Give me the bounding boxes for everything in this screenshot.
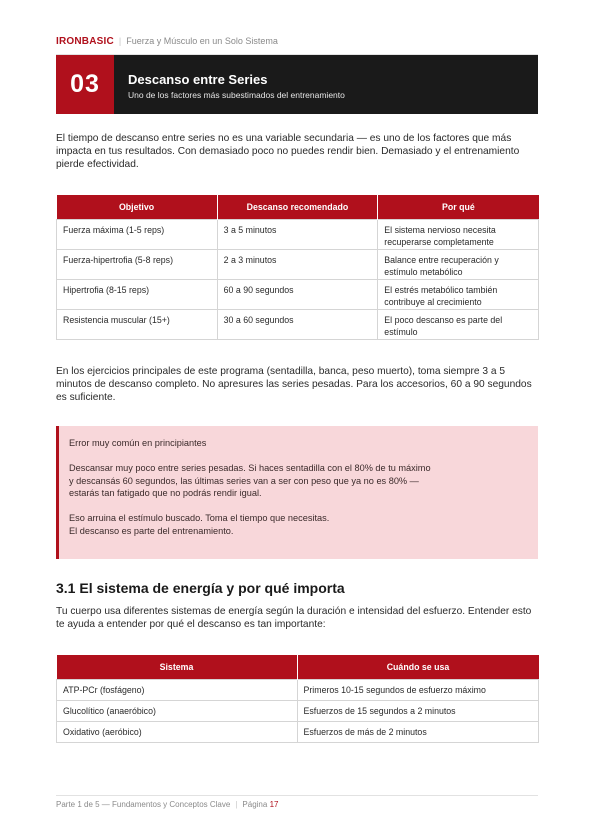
- callout-line: estarás tan fatigado que no podrás rendir igual.: [69, 488, 262, 498]
- table-cell: Primeros 10-15 segundos de esfuerzo máximo: [297, 680, 539, 701]
- subsection-heading: 3.1 El sistema de energía y por qué importa: [56, 580, 345, 596]
- callout-closing-line: El descanso es parte del entrenamiento.: [69, 525, 234, 536]
- page-header: [56, 36, 538, 55]
- table-cell: Esfuerzos de 15 segundos a 2 minutos: [297, 701, 539, 722]
- table-row: [57, 280, 539, 310]
- table-cell: Hipertrofia (8-15 reps): [57, 280, 218, 310]
- footer-page-label: Página: [242, 800, 268, 809]
- program-note-paragraph: En los ejercicios principales de este programa (sentadilla, banca, peso muerto), toma siempre 3 a 5 minutos de descanso completo. No apresures las series pesadas. Para los accesorios, 60 a 90 segundos es suficiente.: [56, 366, 532, 403]
- column-header: Por qué: [378, 195, 539, 220]
- table-cell: Esfuerzos de más de 2 minutos: [297, 722, 539, 743]
- table-cell: Balance entre recuperación y estímulo metabólico: [378, 250, 539, 280]
- column-header: Objetivo: [57, 195, 218, 220]
- table-header-row: [57, 195, 539, 220]
- table-cell: Oxidativo (aeróbico): [57, 722, 298, 743]
- table-row: [57, 220, 539, 250]
- footer-part-label: Parte 1 de 5 — Fundamentos y Conceptos Clave: [56, 800, 231, 809]
- section-title: Descanso entre Series: [128, 72, 268, 87]
- table-cell: Glucolítico (anaeróbico): [57, 701, 298, 722]
- table-cell: 2 a 3 minutos: [217, 250, 378, 280]
- energy-systems-table: [56, 655, 539, 743]
- callout-line: y descansás 60 segundos, las últimas series van a ser con peso que ya no es 80% —: [69, 475, 419, 486]
- rest-table: [56, 195, 539, 340]
- table-row: [57, 250, 539, 280]
- table-cell: Fuerza máxima (1-5 reps): [57, 220, 218, 250]
- header-tagline: Fuerza y Músculo en un Solo Sistema: [126, 36, 278, 46]
- intro-paragraph: El tiempo de descanso entre series no es una variable secundaria — es uno de los factores que más impacta en tus resultados. Con demasiado poco no puedes rendir bien. Demasiado y el entrenamiento pierde efectividad.: [56, 133, 520, 170]
- subsection-paragraph: Tu cuerpo usa diferentes sistemas de energía según la duración e intensidad del esfuerzo. Entender esto te ayuda a entender por qué el descanso es tan importante:: [56, 606, 532, 630]
- column-header: Descanso recomendado: [217, 195, 378, 220]
- section-banner: [56, 55, 538, 114]
- table-row: [57, 701, 539, 722]
- footer-separator: |: [235, 800, 238, 809]
- table-cell: Resistencia muscular (15+): [57, 310, 218, 340]
- page-footer: [56, 795, 538, 809]
- brand-logo: IRONBASIC: [56, 36, 114, 47]
- table-row: [57, 722, 539, 743]
- table-cell: El sistema nervioso necesita recuperarse completamente: [378, 220, 539, 250]
- table-cell: Fuerza-hipertrofia (5-8 reps): [57, 250, 218, 280]
- table-row: [57, 310, 539, 340]
- column-header: Sistema: [57, 655, 298, 680]
- table-cell: ATP-PCr (fosfágeno): [57, 680, 298, 701]
- column-header: Cuándo se usa: [297, 655, 539, 680]
- section-number: 03: [56, 55, 114, 114]
- table-cell: 3 a 5 minutos: [217, 220, 378, 250]
- header-separator: |: [118, 36, 122, 46]
- table-cell: El poco descanso es parte del estímulo: [378, 310, 539, 340]
- table-cell: 60 a 90 segundos: [217, 280, 378, 310]
- section-subtitle: Uno de los factores más subestimados del entrenamiento: [128, 90, 345, 100]
- table-header-row: [57, 655, 539, 680]
- warning-callout: [56, 426, 538, 559]
- table-cell: El estrés metabólico también contribuye al crecimiento: [378, 280, 539, 310]
- page-number: 17: [269, 800, 279, 809]
- callout-title: Error muy común en principiantes: [69, 438, 207, 448]
- callout-closing-line: Eso arruina el estímulo buscado. Toma el tiempo que necesitas.: [69, 513, 330, 523]
- table-cell: 30 a 60 segundos: [217, 310, 378, 340]
- callout-line: Descansar muy poco entre series pesadas. Si haces sentadilla con el 80% de tu máximo: [69, 463, 431, 473]
- table-row: [57, 680, 539, 701]
